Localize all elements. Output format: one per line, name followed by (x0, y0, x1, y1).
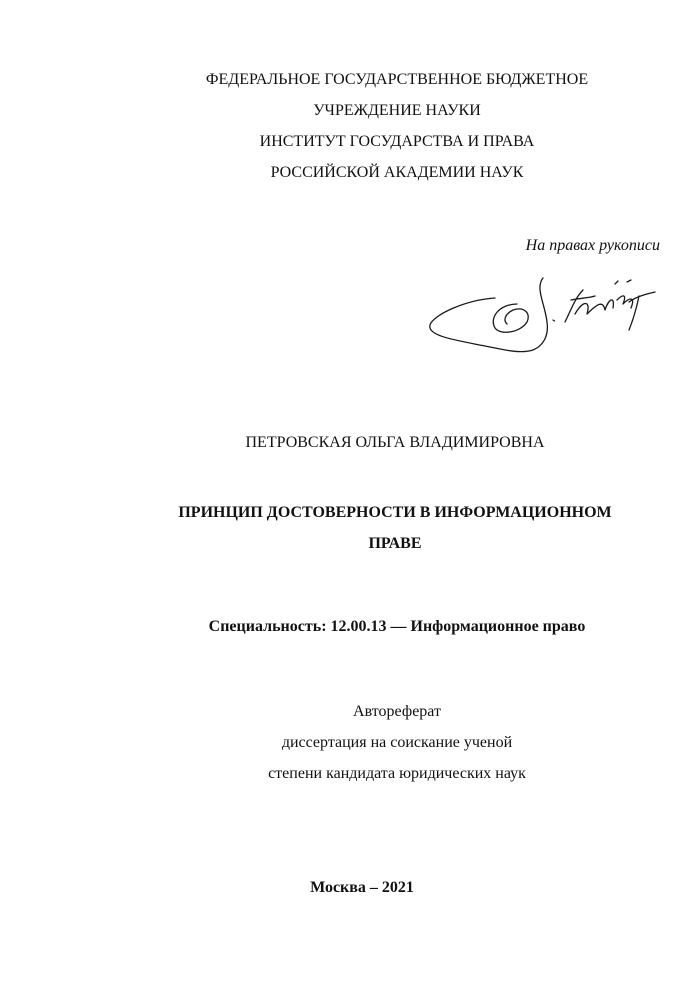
dissertation-title-line-2: ПРАВЕ (368, 535, 422, 552)
document-type-line-2: диссертация на соискание ученой (281, 734, 513, 751)
document-type-line-3: степени кандидата юридических наук (268, 765, 526, 782)
org-line-1: ФЕДЕРАЛЬНОЕ ГОСУДАРСТВЕННОЕ БЮДЖЕТНОЕ (205, 71, 589, 88)
manuscript-rights-note: На правах рукописи (525, 237, 660, 254)
signature-icon (425, 270, 665, 360)
org-line-3: ИНСТИТУТ ГОСУДАРСТВА И ПРАВА (259, 133, 535, 150)
org-line-2: УЧРЕЖДЕНИЕ НАУКИ (313, 102, 481, 119)
org-line-4: РОССИЙСКОЙ АКАДЕМИИ НАУК (270, 164, 524, 181)
document-type-line-1: Автореферат (353, 703, 441, 720)
specialty: Специальность: 12.00.13 — Информационное право (208, 618, 586, 635)
city-year: Москва – 2021 (310, 879, 414, 896)
author-name: ПЕТРОВСКАЯ ОЛЬГА ВЛАДИМИРОВНА (245, 434, 545, 451)
dissertation-title-line-1: ПРИНЦИП ДОСТОВЕРНОСТИ В ИНФОРМАЦИОННОМ (178, 504, 612, 521)
